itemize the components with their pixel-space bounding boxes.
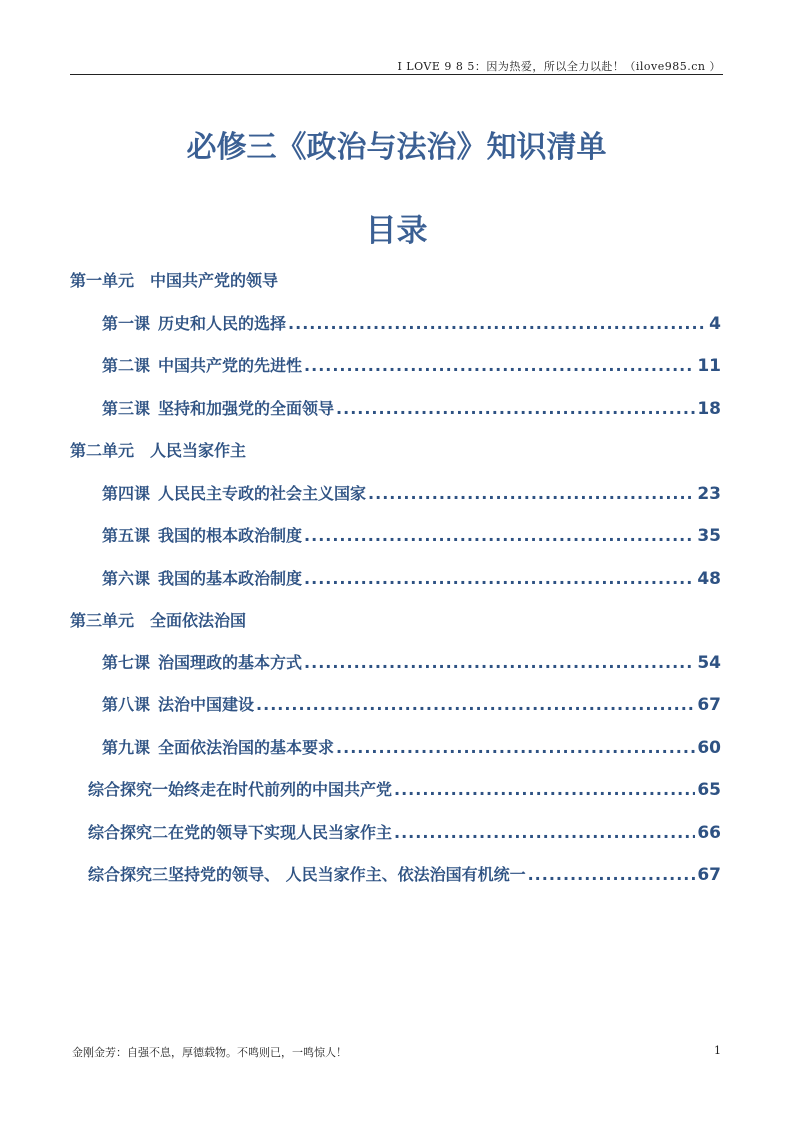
toc-exploration-1[interactable] [88,777,721,800]
dot-leader [304,653,695,672]
document-title: 必修三《政治与法治》知识清单 [186,130,607,165]
unit-number: 第二单元 [70,441,135,460]
toc-lesson-3[interactable] [102,396,721,419]
lesson-title: 中国共产党的先进性 [158,356,303,375]
dot-leader [304,569,695,588]
footer-motto: 金刚金芳：自强不息，厚德载物。不鸣则已，一鸣惊人！ [72,1046,347,1059]
toc-exploration-3[interactable] [88,862,721,885]
page-number: 65 [697,780,721,800]
dot-leader [336,399,695,418]
toc-lesson-2[interactable] [102,353,721,376]
toc-lesson-7[interactable] [102,650,721,673]
exploration-title: 综合探究一始终走在时代前列的中国共产党 [88,780,393,799]
page-number: 67 [697,865,721,885]
toc-title: 目录 [365,213,428,249]
dot-leader [256,695,695,714]
header-text: I LOVE 9 8 5：因为热爱，所以全力以赴！（ilove985.cn ） [397,60,721,73]
page-number: 48 [697,569,721,589]
dot-leader [368,484,695,503]
exploration-title: 综合探究三坚持党的领导、 人民当家作主、依法治国有机统一 [88,865,526,884]
toc-lesson-6[interactable] [102,566,721,589]
lesson-number: 第四课 [102,484,151,503]
dot-leader [304,526,695,545]
dot-leader [304,356,695,375]
page-number: 66 [697,823,721,843]
footer-page-number: 1 [714,1044,721,1057]
page-number: 4 [709,314,721,334]
page-number: 35 [697,526,721,546]
unit-title: 中国共产党的领导 [150,271,279,290]
lesson-number: 第七课 [102,653,151,672]
page-number: 60 [697,738,721,758]
dot-leader [394,780,695,799]
toc-exploration-2[interactable] [88,820,721,843]
lesson-title: 人民民主专政的社会主义国家 [158,484,367,503]
toc-lesson-5[interactable] [102,523,721,546]
toc-lesson-9[interactable] [102,735,721,758]
unit-title: 全面依法治国 [150,611,247,630]
toc-unit-1[interactable] [70,268,278,291]
unit-number: 第三单元 [70,611,135,630]
lesson-title: 全面依法治国的基本要求 [158,738,335,757]
page-number: 11 [697,356,721,376]
toc-lesson-4[interactable] [102,481,721,504]
exploration-title: 综合探究二在党的领导下实现人民当家作主 [88,823,393,842]
lesson-number: 第六课 [102,569,151,588]
toc-unit-2[interactable] [70,438,246,461]
lesson-title: 我国的根本政治制度 [158,526,303,545]
lesson-number: 第二课 [102,356,151,375]
lesson-number: 第三课 [102,399,151,418]
lesson-title: 法治中国建设 [158,695,255,714]
unit-number: 第一单元 [70,271,135,290]
lesson-number: 第八课 [102,695,151,714]
page-number: 54 [697,653,721,673]
dot-leader [288,314,707,333]
dot-leader [336,738,695,757]
page-number: 23 [697,484,721,504]
toc-lesson-8[interactable] [102,692,721,715]
unit-title: 人民当家作主 [150,441,247,460]
page-number: 67 [697,695,721,715]
toc-unit-3[interactable] [70,608,246,631]
dot-leader [394,823,695,842]
lesson-number: 第九课 [102,738,151,757]
lesson-title: 治国理政的基本方式 [158,653,303,672]
toc-lesson-1[interactable] [102,311,721,334]
lesson-number: 第五课 [102,526,151,545]
lesson-title: 历史和人民的选择 [158,314,287,333]
lesson-number: 第一课 [102,314,151,333]
lesson-title: 我国的基本政治制度 [158,569,303,588]
dot-leader [528,865,696,884]
lesson-title: 坚持和加强党的全面领导 [158,399,335,418]
page-number: 18 [697,399,721,419]
